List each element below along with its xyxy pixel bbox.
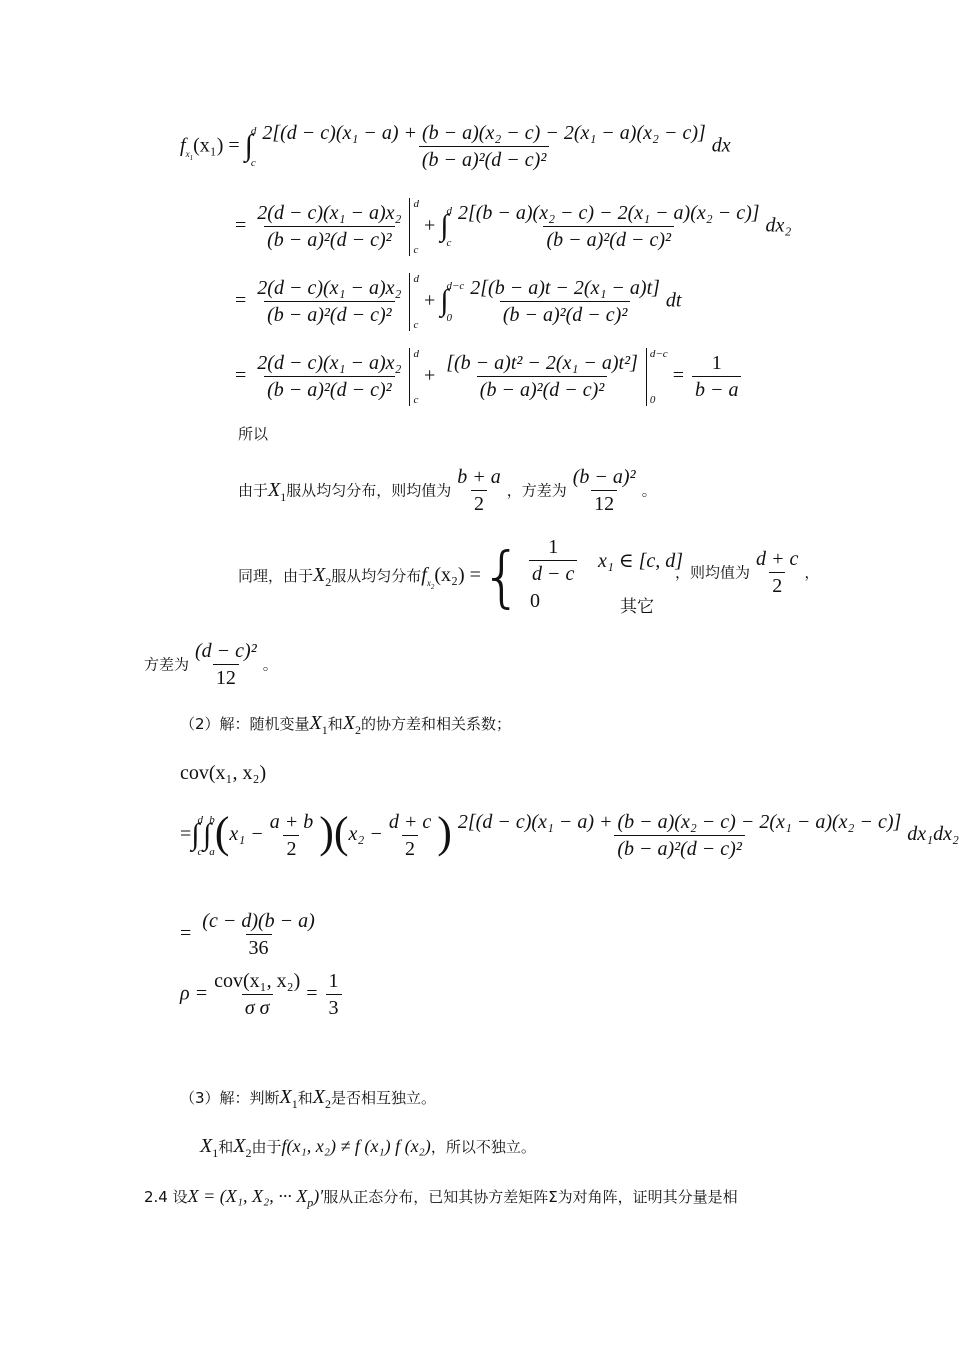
text-uniform: 服从均匀分布 [331,567,422,585]
X-letter: X [268,478,281,501]
lower-limit: c [197,845,203,858]
eq2-frac1 [254,202,404,252]
rho-line: ρ = $\frac{\text{cov(x₁, x₂)}}{\text{σ σ}}$ = $\frac{1}{3}$ [180,970,345,1020]
part3-prefix: （3）解：判断 [180,1089,280,1107]
var-X1 [268,478,287,504]
suoyi-text: 所以 [238,425,269,443]
cov-f2-num: d + c [388,810,432,833]
transpose: )′ [313,1186,324,1206]
cov-f2 [386,811,434,861]
eval-bar [409,348,419,406]
bar-upper: d [413,198,419,210]
sub-p: p [307,1195,314,1210]
eq3-denominator: (b − a)²(d − c)² [264,301,395,327]
upper-limit: d [250,125,257,137]
bar-lower: 0 [649,394,656,406]
case1-den: d − c [529,560,577,586]
eq2-denominator: (b − a)²(d − c)² [264,226,395,252]
sub-2: 2 [355,723,361,737]
f-arg: (x₂) = [434,564,481,586]
eq1-denominator: (b − a)²(d − c)² [419,146,550,172]
integral-sign: ∫ [440,209,449,242]
eq2-dx: dx₂ [765,214,792,237]
part2-suffix: 的协方差和相关系数； [361,715,512,733]
eq4-numerator2: [(b − a)t² − 2(x₁ − a)t²] [446,352,638,374]
mean1-num: b + a [457,466,501,488]
period: 。 [262,655,278,674]
result-numerator: 1 [711,352,722,374]
var2-line [144,640,278,690]
part2-title [180,712,511,738]
vector-formula: X = (X₁, X₂, ··· X [187,1186,308,1206]
cov-f1-num: a + b [269,810,314,833]
cov-main-num: 2[(d − c)(x₁ − a) + (b − a)(x₂ − c) − 2(x₁ − a)(x₂ − c)] [457,810,902,833]
x1-minus: x₁ − [229,823,264,846]
text-he: 和 [297,1089,313,1107]
text-variance: ，方差为 [506,481,567,500]
problem-text: 服从正态分布，已知其协方差矩阵Σ为对角阵，证明其分量是相 [323,1188,738,1206]
var-X2 [233,1135,252,1160]
part3-conclusion: ，所以不独立。 [430,1138,536,1156]
left-brace: { [480,538,523,615]
var2-fraction [192,640,260,690]
eval-bar [409,198,419,256]
eq-line-1: $f_{x_1}(x_1)$ = ∫ d c $\frac{\text{2[(d − c)(x₁ − a) + (b − a)(x₂ − c) − 2(x₁ − a)(x₂ − c)]}}{\text{(b − a)²(d − c)²}}$ dx [180,122,731,171]
eq4-numerator: 2(d − c)(x₁ − a)x₂ [257,352,402,374]
eq3-frac2 [467,277,663,327]
case2-value: 0 [530,590,540,612]
f-symbol: f [180,134,186,157]
independence-formula: f(x₁, x₂) ≠ f (x₁) f (x₂) [281,1136,431,1156]
uniform-x2-mean [675,548,819,598]
eq2-numerator2: 2[(b − a)(x₂ − c) − 2(x₁ − a)(x₂ − c)] [457,202,760,224]
bar-upper: d−c [649,348,668,360]
x2-minus: x₂ − [348,823,383,846]
bar-upper: d [413,348,419,360]
eq4-denominator: (b − a)²(d − c)² [264,376,395,402]
text-he: 和 [218,1138,234,1156]
bar-lower: c [413,244,419,256]
eq1-numerator: 2[(d − c)(x₁ − a) + (b − a)(x₂ − c) − 2(x₁ − a)(x₂ − c)] [262,122,706,144]
rho-result-den: 3 [326,994,342,1020]
eq4-result [692,352,742,402]
eval-bar [409,273,419,331]
part3-suffix: 是否相互独立。 [331,1089,437,1107]
mean1-fraction [454,466,504,516]
rho-fraction [211,970,303,1020]
X-letter: X [312,1086,325,1108]
text-uniform: 服从均匀分布，则均值为 [286,481,452,500]
mean2-num: d + c [756,548,799,570]
mean2-den: 2 [769,572,785,598]
eq1-dx: dx [711,134,731,157]
lower-limit: c [446,237,452,249]
case2-condition: 其它 [620,597,654,617]
var2-den: 12 [213,664,239,690]
eq2-frac2 [455,202,763,252]
cov-dxdx: dx₁dx₂ [907,823,959,846]
X-letter: X [233,1135,246,1157]
uniform-x1-line [238,466,657,516]
f-x2: $f_{x_2}(x_2)$ = [421,564,481,591]
cov-main-den: (b − a)²(d − c)² [614,835,745,861]
rho-symbol: ρ = [180,982,209,1005]
eq-line-2: = $\frac{\text{2(d − c)(x₁ − a)x₂}}{\text{(b − a)²(d − c)²}}$ d c + ∫ d c $\frac{\text{2[(b − a)(x₂ − c) − 2(x₁ − a)(x₂ − c)]}}{\text{(b − a)²(d − c)²}}$ dx₂ [235,198,792,256]
case1-condition: x₁ ∈ [c, d] [598,550,684,572]
X-letter: X [342,712,355,734]
part3-title [180,1086,436,1112]
bar-upper: d [413,273,419,285]
eq4-frac2 [443,352,641,402]
sub-2: 2 [245,1146,252,1160]
rho-den: σ σ [242,994,273,1020]
rho-result-num: 1 [328,970,339,992]
text-youyu: 由于 [251,1138,282,1156]
eq3-denominator2: (b − a)²(d − c)² [500,301,631,327]
integral-sign: ∫ [191,817,200,851]
next-problem [144,1186,738,1211]
lower-limit: a [209,845,215,858]
var-X1 [309,712,328,737]
text-youyu: 由于 [238,481,269,500]
cov-integral: =∫ d c ∫ b a (x₁ − $\frac{a + b}{2}$ )(x₂ − $\frac{d + c}{2}$ ) $\frac{\text{2[(d − c)(x₁ − a) + (b − a)(x₂ − c) − 2(x₁ − a)(x₂ − c)]}}{\text{(b − a)²(d − c)²}}$ dx₁dx₂ [180,808,959,860]
sub-1: 1 [280,489,287,504]
cov-f1 [267,811,317,861]
cov-label: cov(x₁, x₂) [180,762,267,784]
sub-1: 1 [291,1097,298,1111]
upper-limit: d [446,205,452,217]
uniform-x2-line [238,538,523,615]
eq3-frac1 [254,277,404,327]
eq1-lhs: (x₁) = [193,134,245,157]
sub-2: 2 [325,575,332,589]
case-1 [526,536,580,586]
upper-limit: d−c [446,280,465,292]
eval-bar-2 [646,348,668,406]
lower-limit: c [250,157,256,169]
rho-num: cov(x₁, x₂) [214,970,301,992]
var2-num: (d − c)² [195,640,257,662]
eq4-denominator2: (b − a)²(d − c)² [477,376,608,402]
var-X2 [313,564,332,589]
eq2-numerator: 2(d − c)(x₁ − a)x₂ [257,202,402,224]
rho-result [326,970,342,1020]
upper-limit: d [197,813,203,826]
cov-result: = $\frac{(c - d)(b - a)}{36}$ [180,910,321,960]
text-he: 和 [327,715,343,733]
eq-line-4: = $\frac{\text{2(d − c)(x₁ − a)x₂}}{\text{(b − a)²(d − c)²}}$ d c + $\frac{\text{[(b − a)t² − 2(x₁ − a)t²]}}{\text{(b − a)²(d − c)²}}$ d−c 0 = $\frac{1}{b - a}$ [235,348,744,406]
comma: ， [804,563,820,582]
upper-limit: b [209,813,215,826]
lower-limit: 0 [446,312,452,324]
var-X1 [200,1135,219,1160]
var1-num: (b − a)² [572,466,636,488]
text-mean: ，则均值为 [675,563,751,582]
cov-main-fraction [455,811,904,861]
cov-f2-den: 2 [402,835,418,861]
case1-fraction [529,536,577,586]
int-limits [446,280,464,324]
cov-result-den: 36 [246,934,272,960]
integral-sign: ∫ [440,284,449,317]
result-denominator: b − a [692,376,742,402]
eq3-dt: dt [665,289,682,312]
cov-result-num: (c − d)(b − a) [202,910,315,932]
part2-prefix: （2）解：随机变量 [180,715,310,733]
eq-line-3: = $\frac{\text{2(d − c)(x₁ − a)x₂}}{\text{(b − a)²(d − c)²}}$ d c + ∫ d−c 0 $\frac{\text{2[(b − a)t − 2(x₁ − a)t]}}{\text{(b − a)²(d − c)²}}$ dt [235,273,682,331]
X-letter: X [313,564,326,586]
cov-result-fraction [199,910,318,960]
sub-1: 1 [321,723,328,737]
eq3-numerator: 2(d − c)(x₁ − a)x₂ [257,277,402,299]
var-X2 [342,712,361,737]
cov-f1-den: 2 [283,835,299,861]
var1-fraction [570,466,639,516]
problem-number: 2.4 设 [144,1188,188,1206]
X-letter: X [309,712,322,734]
period: 。 [641,481,657,500]
sub-1: 1 [212,1146,219,1160]
integral-sign-2: ∫ [203,817,212,851]
bar-lower: c [413,394,419,406]
vector-X [187,1186,324,1210]
var1-den: 12 [591,490,617,516]
text-tongli: 同理，由于 [238,567,314,585]
X-letter: X [279,1086,292,1108]
eq1-fraction [259,122,708,172]
eq3-numerator2: 2[(b − a)t − 2(x₁ − a)t] [470,277,660,299]
eq4-frac1 [254,352,404,402]
part3-line [200,1135,536,1161]
var-X1 [279,1086,298,1111]
f-letter: f [421,564,427,586]
var-X2 [312,1086,331,1111]
integral-sign: ∫ [244,129,253,162]
bar-lower: c [413,319,419,331]
case1-num: 1 [548,536,559,558]
mean1-den: 2 [471,490,487,516]
sub-2: 2 [325,1097,331,1111]
X-letter: X [200,1135,213,1157]
mean2-fraction [753,548,801,598]
eq2-denominator2: (b − a)²(d − c)² [543,226,674,252]
text-variance: 方差为 [144,655,190,674]
